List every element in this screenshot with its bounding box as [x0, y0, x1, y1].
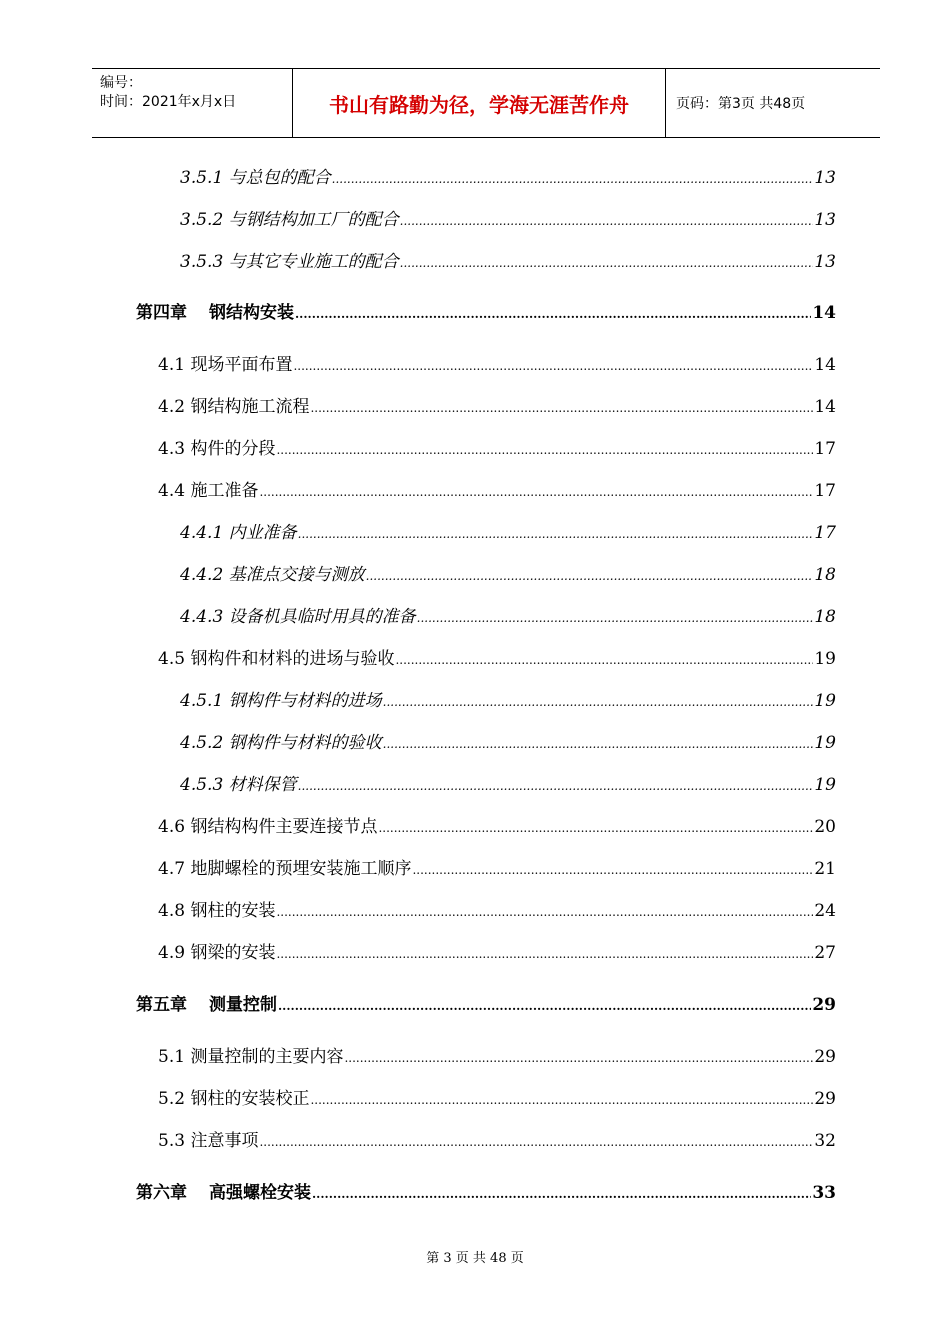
toc-entry[interactable]: [158, 437, 836, 462]
toc-chapter-number: 第四章: [136, 303, 187, 323]
toc-entry[interactable]: [158, 941, 836, 966]
toc-page-number: 19: [814, 691, 836, 711]
toc-page-number: 19: [814, 775, 836, 795]
toc-leader-dots: [293, 354, 813, 378]
toc-entry[interactable]: [158, 1129, 836, 1154]
toc-leader-dots: [276, 438, 813, 462]
toc-entry-label: 4.5 钢构件和材料的进场与验收: [158, 649, 395, 669]
header-page-info: 页码：第3页 共48页: [676, 96, 806, 112]
toc-page-number: 20: [814, 817, 836, 837]
toc-entry[interactable]: [180, 605, 836, 630]
toc-entry[interactable]: [158, 815, 836, 840]
toc-entry-label: 5.3 注意事项: [158, 1131, 259, 1151]
toc-page-number: 19: [814, 649, 836, 669]
toc-leader-dots: [312, 1182, 811, 1206]
toc-leader-dots: [383, 690, 814, 714]
toc-entry[interactable]: [180, 250, 836, 275]
toc-page-number: 14: [812, 303, 836, 323]
toc-page-number: 21: [814, 859, 836, 879]
toc-entry-label: 5.1 测量控制的主要内容: [158, 1047, 344, 1067]
toc-entry-label: 4.5.3 材料保管: [180, 775, 297, 795]
toc-page-number: 24: [814, 901, 836, 921]
toc-page-number: 17: [814, 481, 836, 501]
toc-entry[interactable]: [158, 857, 836, 882]
toc-chapter-entry[interactable]: [136, 993, 836, 1018]
toc-page-number: 13: [814, 168, 836, 188]
toc-page-number: 29: [812, 995, 836, 1015]
toc-entry-label: 4.4.3 设备机具临时用具的准备: [180, 607, 416, 627]
toc-leader-dots: [378, 816, 813, 840]
toc-page-number: 14: [814, 355, 836, 375]
toc-entry[interactable]: [180, 563, 836, 588]
toc-chapter-label: [136, 1181, 311, 1205]
toc-page-number: 17: [814, 523, 836, 543]
toc-entry-label: 5.2 钢柱的安装校正: [158, 1089, 310, 1109]
toc-entry-label: 4.4.2 基准点交接与测放: [180, 565, 365, 585]
toc-page-number: 19: [814, 733, 836, 753]
toc-entry-label: 3.5.3 与其它专业施工的配合: [180, 252, 399, 272]
toc-leader-dots: [276, 900, 813, 924]
toc-leader-dots: [310, 396, 813, 420]
toc-page-number: 13: [814, 210, 836, 230]
toc-entry[interactable]: [180, 773, 836, 798]
toc-page-number: 18: [814, 565, 836, 585]
toc-leader-dots: [332, 167, 814, 191]
toc-page-number: 33: [812, 1183, 836, 1203]
toc-chapter-entry[interactable]: [136, 1181, 836, 1206]
toc-page-number: 29: [814, 1047, 836, 1067]
toc-page-number: 17: [814, 439, 836, 459]
toc-page-number: 14: [814, 397, 836, 417]
toc-entry[interactable]: [180, 731, 836, 756]
toc-chapter-title: 高强螺栓安装: [209, 1183, 311, 1203]
toc-entry[interactable]: [158, 479, 836, 504]
header-meta-cell: [92, 69, 293, 137]
toc-entry[interactable]: [158, 353, 836, 378]
toc-chapter-title: 钢结构安装: [209, 303, 294, 323]
toc-leader-dots: [412, 858, 813, 882]
toc-leader-dots: [400, 209, 814, 233]
toc-leader-dots: [259, 1130, 813, 1154]
toc-entry[interactable]: [180, 166, 836, 191]
header-motto: 书山有路勤为径，学海无涯苦作舟: [293, 69, 666, 137]
header-code-label: 编号：: [100, 75, 142, 91]
toc-leader-dots: [400, 251, 814, 275]
toc-page-number: 29: [814, 1089, 836, 1109]
toc-leader-dots: [417, 606, 814, 630]
toc-page-number: 27: [814, 943, 836, 963]
toc-entry-label: 4.1 现场平面布置: [158, 355, 293, 375]
toc-entry-label: 4.3 构件的分段: [158, 439, 276, 459]
toc-entry-label: 4.9 钢梁的安装: [158, 943, 276, 963]
toc-entry-label: 4.8 钢柱的安装: [158, 901, 276, 921]
toc-entry[interactable]: [180, 689, 836, 714]
toc-page-number: 13: [814, 252, 836, 272]
toc-leader-dots: [295, 302, 811, 326]
toc-page-number: 32: [814, 1131, 836, 1151]
toc-leader-dots: [310, 1088, 813, 1112]
toc-entry-label: 4.4.1 内业准备: [180, 523, 297, 543]
toc-entry-label: 4.4 施工准备: [158, 481, 259, 501]
toc-entry[interactable]: [158, 1087, 836, 1112]
toc-leader-dots: [278, 994, 811, 1018]
toc-entry-label: 3.5.2 与钢结构加工厂的配合: [180, 210, 399, 230]
toc-leader-dots: [344, 1046, 813, 1070]
toc-leader-dots: [298, 774, 814, 798]
toc-entry[interactable]: [158, 395, 836, 420]
toc-entry-label: 4.7 地脚螺栓的预埋安装施工顺序: [158, 859, 412, 879]
toc-entry[interactable]: [158, 899, 836, 924]
toc-chapter-number: 第六章: [136, 1183, 187, 1203]
toc-entry-label: 3.5.1 与总包的配合: [180, 168, 331, 188]
toc-chapter-title: 测量控制: [209, 995, 277, 1015]
toc-leader-dots: [383, 732, 814, 756]
toc-entry-label: 4.5.1 钢构件与材料的进场: [180, 691, 382, 711]
toc-entry[interactable]: [180, 208, 836, 233]
toc-chapter-entry[interactable]: [136, 301, 836, 326]
toc-leader-dots: [395, 648, 813, 672]
toc-leader-dots: [366, 564, 814, 588]
toc-entry[interactable]: [158, 647, 836, 672]
toc-entry[interactable]: [180, 521, 836, 546]
page-header: [92, 68, 880, 138]
header-time-label: 时间：2021年x月x日: [100, 94, 237, 110]
page-footer: 第 3 页 共 48 页: [426, 1251, 524, 1266]
toc-chapter-label: [136, 993, 277, 1017]
toc-entry-label: 4.2 钢结构施工流程: [158, 397, 310, 417]
toc-leader-dots: [259, 480, 813, 504]
toc-entry-label: 4.6 钢结构构件主要连接节点: [158, 817, 378, 837]
toc-chapter-number: 第五章: [136, 995, 187, 1015]
toc-chapter-label: [136, 301, 294, 325]
toc-entry[interactable]: [158, 1045, 836, 1070]
toc-page-number: 18: [814, 607, 836, 627]
toc-entry-label: 4.5.2 钢构件与材料的验收: [180, 733, 382, 753]
toc-leader-dots: [298, 522, 814, 546]
toc-leader-dots: [276, 942, 813, 966]
